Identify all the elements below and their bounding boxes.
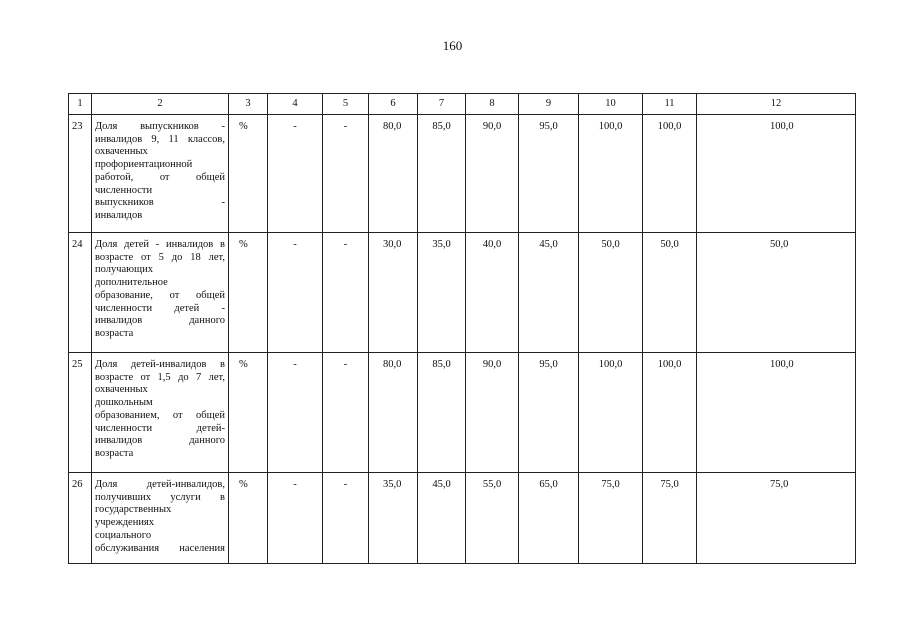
value-cell: 75,0 [579, 473, 643, 564]
description-line: государственных [95, 504, 172, 516]
description-line: инвалидов данного [95, 435, 225, 447]
description-line: получивших услуги в [95, 491, 225, 503]
description-line: охваченных [95, 384, 148, 396]
value-cell: 40,0 [466, 233, 519, 353]
description-line: численности детей- [95, 422, 225, 434]
value-cell: 100,0 [643, 353, 697, 473]
description-line: возраста [95, 327, 134, 339]
column-header-2: 2 [92, 94, 229, 115]
value-cell: 35,0 [418, 233, 466, 353]
description-line: работой, от общей [95, 171, 225, 183]
value-cell: - [323, 353, 369, 473]
description-line: дополнительное [95, 277, 168, 289]
indicator-description [92, 233, 229, 353]
column-header-3: 3 [229, 94, 268, 115]
page-number: 160 [442, 38, 463, 53]
description-line: образование, от общей [95, 289, 225, 301]
unit-cell: % [229, 473, 268, 564]
value-cell: 80,0 [369, 353, 418, 473]
indicator-description [92, 473, 229, 564]
column-header-1: 1 [69, 94, 92, 115]
value-cell: 50,0 [697, 233, 856, 353]
description-line: возрасте от 5 до 18 лет, [95, 251, 225, 263]
description-line: образованием, от общей [95, 409, 225, 421]
value-cell: 100,0 [697, 115, 856, 233]
value-cell: 50,0 [643, 233, 697, 353]
column-header-5: 5 [323, 94, 369, 115]
indicator-description [92, 353, 229, 473]
value-cell: 45,0 [519, 233, 579, 353]
indicators-table [68, 93, 856, 564]
row-number: 23 [69, 115, 92, 233]
value-cell: - [268, 473, 323, 564]
description-line: дошкольным [95, 397, 153, 409]
table-row [69, 233, 856, 353]
column-header-9: 9 [519, 94, 579, 115]
description-line: социального [95, 529, 152, 541]
description-line: профориентационной [95, 159, 193, 171]
unit-cell: % [229, 353, 268, 473]
value-cell: 95,0 [519, 353, 579, 473]
value-cell: 75,0 [697, 473, 856, 564]
value-cell: 90,0 [466, 353, 519, 473]
description-line: Доля выпускников - [95, 121, 225, 132]
value-cell: 45,0 [418, 473, 466, 564]
column-header-10: 10 [579, 94, 643, 115]
description-line: получающих [95, 264, 153, 276]
value-cell: 100,0 [697, 353, 856, 473]
table-row [69, 115, 856, 233]
value-cell: - [268, 115, 323, 233]
value-cell: 80,0 [369, 115, 418, 233]
description-line: численности [95, 184, 153, 196]
column-header-6: 6 [369, 94, 418, 115]
indicator-description [92, 115, 229, 233]
table-body [69, 94, 856, 564]
value-cell: - [268, 233, 323, 353]
value-cell: 50,0 [579, 233, 643, 353]
value-cell: 85,0 [418, 353, 466, 473]
table-row [69, 353, 856, 473]
description-line: возраста [95, 447, 134, 459]
description-line: учреждениях [95, 517, 155, 529]
header-row [69, 94, 856, 115]
description-line: Доля детей - инвалидов в [95, 239, 225, 250]
value-cell: 30,0 [369, 233, 418, 353]
unit-cell: % [229, 233, 268, 353]
description-line: инвалидов [95, 209, 143, 221]
value-cell: - [268, 353, 323, 473]
value-cell: - [323, 473, 369, 564]
column-header-7: 7 [418, 94, 466, 115]
description-line: возрасте от 1,5 до 7 лет, [95, 371, 225, 383]
column-header-12: 12 [697, 94, 856, 115]
column-header-4: 4 [268, 94, 323, 115]
value-cell: 85,0 [418, 115, 466, 233]
value-cell: 100,0 [643, 115, 697, 233]
description-line: обслуживания населения [95, 542, 225, 554]
unit-cell: % [229, 115, 268, 233]
row-number: 24 [69, 233, 92, 353]
description-line: Доля детей-инвалидов, [95, 479, 225, 490]
value-cell: 55,0 [466, 473, 519, 564]
value-cell: 35,0 [369, 473, 418, 564]
table-row [69, 473, 856, 564]
value-cell: 100,0 [579, 115, 643, 233]
row-number: 26 [69, 473, 92, 564]
value-cell: 75,0 [643, 473, 697, 564]
description-line: численности детей - [95, 302, 225, 314]
value-cell: - [323, 233, 369, 353]
column-header-11: 11 [643, 94, 697, 115]
description-line: Доля детей-инвалидов в [95, 359, 225, 370]
row-number: 25 [69, 353, 92, 473]
value-cell: 65,0 [519, 473, 579, 564]
value-cell: 95,0 [519, 115, 579, 233]
column-header-8: 8 [466, 94, 519, 115]
value-cell: - [323, 115, 369, 233]
description-line: инвалидов данного [95, 315, 225, 327]
value-cell: 100,0 [579, 353, 643, 473]
description-line: инвалидов 9, 11 классов, [95, 133, 225, 145]
description-line: охваченных [95, 146, 148, 158]
value-cell: 90,0 [466, 115, 519, 233]
description-line: выпускников - [95, 197, 225, 209]
